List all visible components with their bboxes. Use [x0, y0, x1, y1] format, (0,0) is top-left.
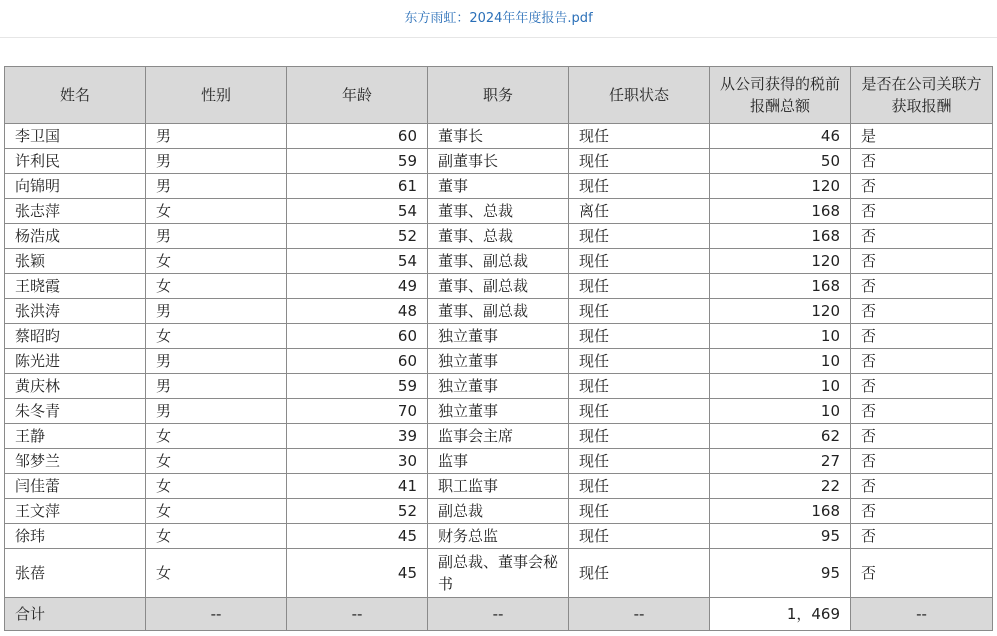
- cell-age: 61: [287, 174, 428, 199]
- cell-pretax-compensation: 10: [710, 374, 851, 399]
- cell-name: 杨浩成: [5, 224, 146, 249]
- total-cell-pretax-compensation: 1，469: [710, 598, 851, 631]
- table-row: [5, 499, 993, 524]
- total-label: 合计: [5, 598, 146, 631]
- table-row: [5, 449, 993, 474]
- cell-status: 现任: [569, 274, 710, 299]
- cell-name: 张志萍: [5, 199, 146, 224]
- cell-related-party-compensation: 否: [851, 474, 993, 499]
- cell-related-party-compensation: 否: [851, 249, 993, 274]
- cell-age: 30: [287, 449, 428, 474]
- table-row: [5, 324, 993, 349]
- cell-name: 向锦明: [5, 174, 146, 199]
- cell-gender: 男: [146, 149, 287, 174]
- cell-status: 现任: [569, 374, 710, 399]
- cell-status: 现任: [569, 299, 710, 324]
- cell-pretax-compensation: 95: [710, 549, 851, 598]
- cell-pretax-compensation: 120: [710, 174, 851, 199]
- column-header-gender: 性别: [146, 67, 287, 124]
- cell-pretax-compensation: 120: [710, 249, 851, 274]
- cell-age: 45: [287, 549, 428, 598]
- cell-gender: 男: [146, 124, 287, 149]
- cell-gender: 女: [146, 424, 287, 449]
- total-cell-age: --: [287, 598, 428, 631]
- cell-age: 54: [287, 199, 428, 224]
- cell-name: 蔡昭昀: [5, 324, 146, 349]
- table-row: [5, 474, 993, 499]
- cell-pretax-compensation: 168: [710, 499, 851, 524]
- cell-gender: 男: [146, 374, 287, 399]
- cell-pretax-compensation: 10: [710, 349, 851, 374]
- cell-position: 独立董事: [428, 399, 569, 424]
- cell-related-party-compensation: 否: [851, 399, 993, 424]
- column-header-position: 职务: [428, 67, 569, 124]
- column-header-age: 年龄: [287, 67, 428, 124]
- cell-position: 监事: [428, 449, 569, 474]
- document-title-link[interactable]: 东方雨虹：2024年年度报告.pdf: [404, 11, 593, 26]
- cell-age: 54: [287, 249, 428, 274]
- executive-compensation-table: [4, 66, 993, 631]
- cell-age: 48: [287, 299, 428, 324]
- cell-name: 张洪涛: [5, 299, 146, 324]
- cell-position: 独立董事: [428, 374, 569, 399]
- cell-position: 董事、总裁: [428, 199, 569, 224]
- table-row: [5, 374, 993, 399]
- table-row: [5, 274, 993, 299]
- cell-gender: 女: [146, 324, 287, 349]
- cell-related-party-compensation: 否: [851, 299, 993, 324]
- table-body: [5, 124, 993, 598]
- cell-name: 王晓霞: [5, 274, 146, 299]
- cell-position: 董事、副总裁: [428, 249, 569, 274]
- cell-position: 监事会主席: [428, 424, 569, 449]
- cell-status: 现任: [569, 499, 710, 524]
- cell-pretax-compensation: 168: [710, 199, 851, 224]
- cell-gender: 女: [146, 449, 287, 474]
- cell-age: 60: [287, 124, 428, 149]
- table-row: [5, 399, 993, 424]
- table-row: [5, 199, 993, 224]
- table-total-row: [5, 598, 993, 631]
- cell-related-party-compensation: 否: [851, 199, 993, 224]
- cell-related-party-compensation: 否: [851, 149, 993, 174]
- cell-status: 现任: [569, 174, 710, 199]
- cell-related-party-compensation: 否: [851, 499, 993, 524]
- column-header-related-party-compensation: 是否在公司关联方获取报酬: [851, 67, 993, 124]
- cell-age: 60: [287, 349, 428, 374]
- cell-age: 70: [287, 399, 428, 424]
- cell-position: 独立董事: [428, 324, 569, 349]
- cell-name: 邹梦兰: [5, 449, 146, 474]
- column-header-status: 任职状态: [569, 67, 710, 124]
- cell-status: 现任: [569, 399, 710, 424]
- cell-related-party-compensation: 否: [851, 174, 993, 199]
- cell-related-party-compensation: 是: [851, 124, 993, 149]
- cell-position: 董事: [428, 174, 569, 199]
- cell-position: 董事、副总裁: [428, 274, 569, 299]
- cell-name: 张颖: [5, 249, 146, 274]
- cell-pretax-compensation: 10: [710, 399, 851, 424]
- cell-position: 副总裁: [428, 499, 569, 524]
- cell-related-party-compensation: 否: [851, 449, 993, 474]
- cell-name: 李卫国: [5, 124, 146, 149]
- cell-related-party-compensation: 否: [851, 349, 993, 374]
- cell-name: 许利民: [5, 149, 146, 174]
- cell-name: 张蓓: [5, 549, 146, 598]
- cell-pretax-compensation: 27: [710, 449, 851, 474]
- cell-age: 52: [287, 224, 428, 249]
- total-cell-gender: --: [146, 598, 287, 631]
- cell-position: 职工监事: [428, 474, 569, 499]
- cell-gender: 女: [146, 474, 287, 499]
- table-row: [5, 224, 993, 249]
- cell-status: 现任: [569, 449, 710, 474]
- cell-name: 徐玮: [5, 524, 146, 549]
- table-row: [5, 524, 993, 549]
- cell-gender: 女: [146, 524, 287, 549]
- cell-name: 闫佳蕾: [5, 474, 146, 499]
- cell-pretax-compensation: 168: [710, 274, 851, 299]
- cell-age: 49: [287, 274, 428, 299]
- cell-gender: 女: [146, 274, 287, 299]
- table-row: [5, 149, 993, 174]
- cell-related-party-compensation: 否: [851, 374, 993, 399]
- total-cell-status: --: [569, 598, 710, 631]
- cell-status: 现任: [569, 349, 710, 374]
- cell-status: 现任: [569, 524, 710, 549]
- cell-status: 现任: [569, 549, 710, 598]
- cell-position: 董事、总裁: [428, 224, 569, 249]
- cell-name: 王静: [5, 424, 146, 449]
- cell-pretax-compensation: 46: [710, 124, 851, 149]
- table-header-row: [5, 67, 993, 124]
- cell-gender: 男: [146, 224, 287, 249]
- cell-age: 39: [287, 424, 428, 449]
- column-header-name: 姓名: [5, 67, 146, 124]
- cell-related-party-compensation: 否: [851, 549, 993, 598]
- cell-position: 副董事长: [428, 149, 569, 174]
- cell-pretax-compensation: 120: [710, 299, 851, 324]
- total-cell-position: --: [428, 598, 569, 631]
- column-header-pretax-compensation: 从公司获得的税前报酬总额: [710, 67, 851, 124]
- table-row: [5, 174, 993, 199]
- cell-related-party-compensation: 否: [851, 524, 993, 549]
- cell-pretax-compensation: 168: [710, 224, 851, 249]
- cell-status: 现任: [569, 424, 710, 449]
- cell-gender: 男: [146, 399, 287, 424]
- cell-position: 董事、副总裁: [428, 299, 569, 324]
- cell-age: 41: [287, 474, 428, 499]
- cell-age: 59: [287, 374, 428, 399]
- table-row: [5, 424, 993, 449]
- cell-pretax-compensation: 22: [710, 474, 851, 499]
- table-row: [5, 299, 993, 324]
- cell-gender: 女: [146, 199, 287, 224]
- cell-gender: 女: [146, 549, 287, 598]
- document-title-bar: [0, 0, 997, 38]
- cell-position: 副总裁、董事会秘书: [428, 549, 569, 598]
- cell-related-party-compensation: 否: [851, 274, 993, 299]
- cell-age: 60: [287, 324, 428, 349]
- cell-status: 现任: [569, 474, 710, 499]
- cell-status: 现任: [569, 149, 710, 174]
- cell-pretax-compensation: 10: [710, 324, 851, 349]
- cell-status: 现任: [569, 224, 710, 249]
- cell-gender: 男: [146, 174, 287, 199]
- cell-gender: 女: [146, 499, 287, 524]
- total-cell-related-party-compensation: --: [851, 598, 993, 631]
- cell-related-party-compensation: 否: [851, 224, 993, 249]
- cell-age: 59: [287, 149, 428, 174]
- cell-name: 王文萍: [5, 499, 146, 524]
- cell-name: 陈光进: [5, 349, 146, 374]
- cell-gender: 女: [146, 249, 287, 274]
- cell-position: 财务总监: [428, 524, 569, 549]
- table-row: [5, 349, 993, 374]
- cell-status: 现任: [569, 324, 710, 349]
- cell-pretax-compensation: 62: [710, 424, 851, 449]
- cell-gender: 男: [146, 299, 287, 324]
- cell-position: 独立董事: [428, 349, 569, 374]
- cell-status: 现任: [569, 249, 710, 274]
- table-row: [5, 249, 993, 274]
- cell-related-party-compensation: 否: [851, 424, 993, 449]
- cell-age: 45: [287, 524, 428, 549]
- table-row: [5, 549, 993, 598]
- table-row: [5, 124, 993, 149]
- cell-related-party-compensation: 否: [851, 324, 993, 349]
- cell-name: 黄庆林: [5, 374, 146, 399]
- cell-gender: 男: [146, 349, 287, 374]
- cell-status: 现任: [569, 124, 710, 149]
- cell-status: 离任: [569, 199, 710, 224]
- cell-pretax-compensation: 95: [710, 524, 851, 549]
- cell-age: 52: [287, 499, 428, 524]
- cell-position: 董事长: [428, 124, 569, 149]
- cell-name: 朱冬青: [5, 399, 146, 424]
- cell-pretax-compensation: 50: [710, 149, 851, 174]
